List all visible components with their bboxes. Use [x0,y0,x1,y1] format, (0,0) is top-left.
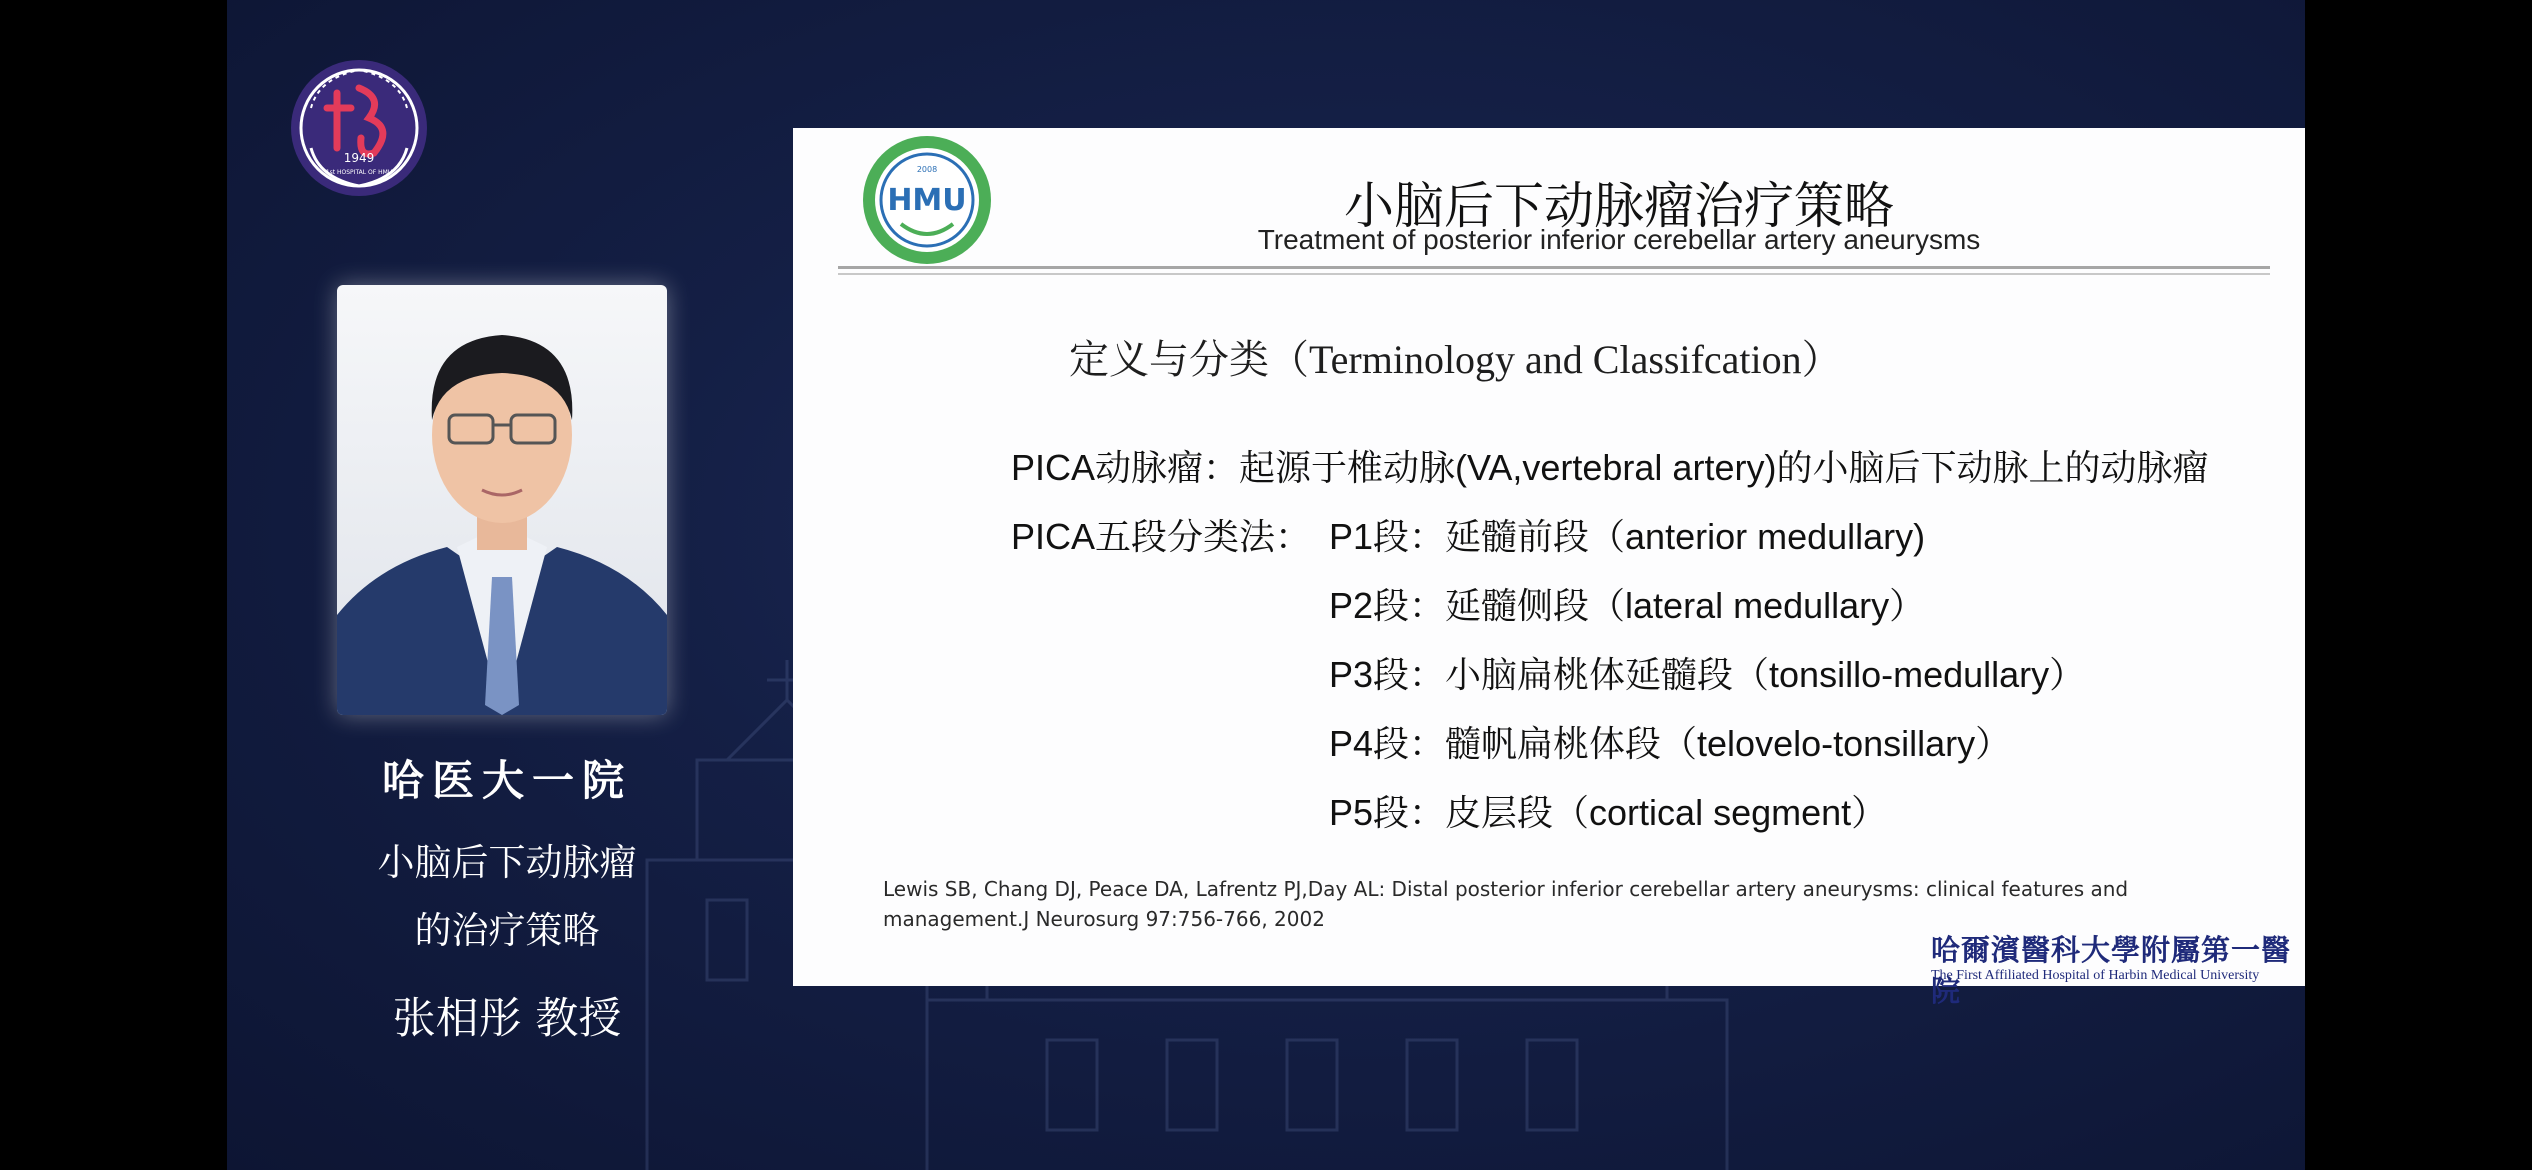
footer-hospital-name-en: The First Affiliated Hospital of Harbin Medical University [1931,968,2260,983]
segment-p1: P1段：延髓前段（anterior medullary) [1329,516,1926,557]
organization-name: 哈医大一院 [381,756,632,805]
segment-p3: P3段：小脑扁桃体延髓段（tonsillo-medullary） [1329,654,2086,695]
segment-p4: P4段：髓帆扁桃体段（telovelo-tonsillary） [1329,723,2012,764]
definition-text: PICA动脉瘤：起源于椎动脉(VA,vertebral artery)的小脑后下动脉上的动脉瘤 [1011,447,2209,488]
presenter-portrait [337,285,667,715]
svg-text:HMU: HMU [887,183,967,218]
talk-topic-line1: 小脑后下动脉瘤 [377,841,637,884]
title-divider-secondary [838,273,2270,275]
svg-text:1949: 1949 [343,151,375,165]
video-frame [227,0,2305,1170]
classification-label: PICA五段分类法： [1011,516,1312,557]
title-divider [838,266,2270,269]
hospital-logo [289,58,429,198]
svg-text:2008: 2008 [916,165,938,174]
reference-line1: Lewis SB, Chang DJ, Peace DA, Lafrentz PJ,Day AL: Distal posterior inferior cerebellar artery aneurysms: clinical features and [883,877,2129,901]
section-heading: 定义与分类（Terminology and Classifcation） [1069,337,1842,382]
reference-line2: management.J Neurosurg 97:756-766, 2002 [883,907,1325,931]
talk-topic-line2: 的治疗策略 [414,909,600,952]
slide-title-en: Treatment of posterior inferior cerebellar artery aneurysms [1257,224,1981,255]
presenter-name: 张相彤 教授 [392,994,622,1044]
reference-citation [883,874,2183,934]
svg-text:1st HOSPITAL OF HMU: 1st HOSPITAL OF HMU [325,169,393,176]
segment-p5: P5段：皮层段（cortical segment） [1329,792,1888,833]
footer-hospital-name-zh: 哈爾濱醫科大學附屬第一醫院 [1931,933,2292,1008]
presentation-slide [793,128,2305,1008]
segment-p2: P2段：延髓侧段（lateral medullary） [1329,585,1926,626]
slide-title-zh: 小脑后下动脉瘤治疗策略 [1344,177,1894,235]
